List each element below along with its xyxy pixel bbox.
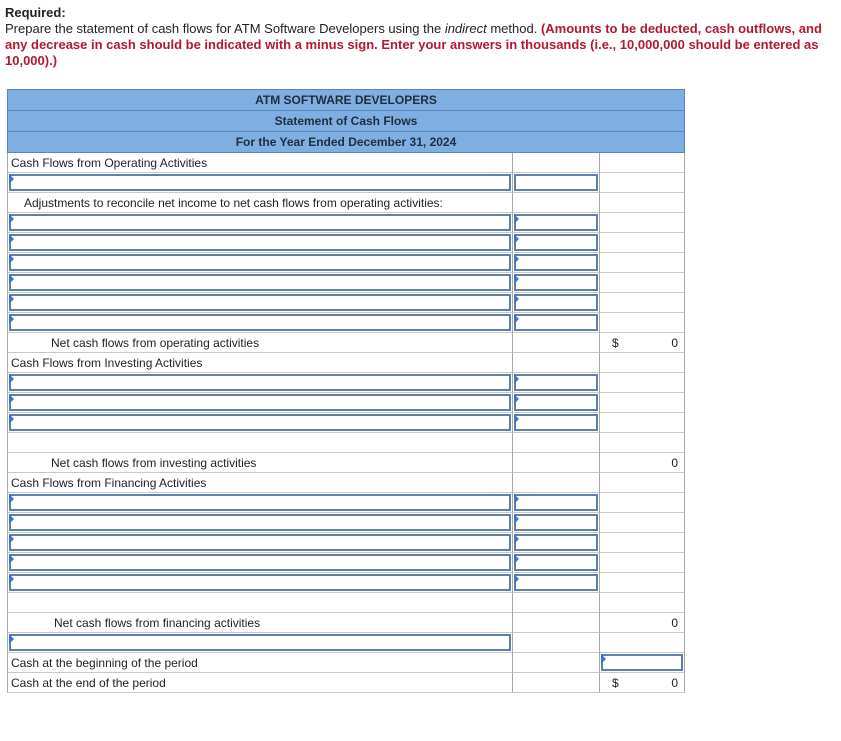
net-change-label-input[interactable] xyxy=(9,634,511,651)
instructions xyxy=(5,5,833,69)
operating-title: Cash Flows from Operating Activities xyxy=(7,153,512,173)
financing-amount-input[interactable] xyxy=(514,534,598,551)
cash-flow-worksheet xyxy=(7,89,685,693)
financing-spacer-row xyxy=(7,593,685,613)
net-financing-value: 0 xyxy=(671,616,678,630)
cash-begin-input[interactable] xyxy=(601,654,683,671)
net-investing-value: 0 xyxy=(671,456,678,470)
financing-amount-input[interactable] xyxy=(514,554,598,571)
net-operating-value: 0 xyxy=(671,336,678,350)
adjustment-amount-input[interactable] xyxy=(514,214,598,231)
instruction-note: (Amounts to be deducted, cash outflows, and any decrease in cash should be indicated with a minus sign. Enter your answers in thousands (i.e., 10,000,000 should be entered as 10,000).) xyxy=(5,21,822,68)
operating-title-row xyxy=(7,153,685,173)
investing-label-input[interactable] xyxy=(9,394,511,411)
instruction-text-after: method. xyxy=(486,21,541,36)
financing-label-input[interactable] xyxy=(9,554,511,571)
instruction-emphasis: indirect xyxy=(444,21,487,36)
financing-input-row xyxy=(7,493,685,513)
operating-input-row xyxy=(7,173,685,193)
investing-input-row xyxy=(7,393,685,413)
investing-amount-input[interactable] xyxy=(514,394,598,411)
financing-amount-input[interactable] xyxy=(514,574,598,591)
investing-amount-input[interactable] xyxy=(514,374,598,391)
adjustment-label-input[interactable] xyxy=(9,214,511,231)
adjustment-input-row xyxy=(7,213,685,233)
adjustment-amount-input[interactable] xyxy=(514,254,598,271)
adjustment-input-row xyxy=(7,233,685,253)
statement-title: Statement of Cash Flows xyxy=(7,110,685,131)
financing-amount-input[interactable] xyxy=(514,514,598,531)
net-operating-label: Net cash flows from operating activities xyxy=(7,333,512,353)
financing-input-row xyxy=(7,533,685,553)
adjustment-amount-input[interactable] xyxy=(514,314,598,331)
financing-label-input[interactable] xyxy=(9,494,511,511)
investing-input-row xyxy=(7,373,685,393)
financing-title: Cash Flows from Financing Activities xyxy=(7,473,512,493)
operating-label-input[interactable] xyxy=(9,174,511,191)
investing-title: Cash Flows from Investing Activities xyxy=(7,353,512,373)
investing-amount-input[interactable] xyxy=(514,414,598,431)
investing-label-input[interactable] xyxy=(9,374,511,391)
net-financing-row xyxy=(7,613,685,633)
financing-input-row xyxy=(7,553,685,573)
adjustment-label-input[interactable] xyxy=(9,274,511,291)
net-operating-currency: $ xyxy=(612,336,619,350)
required-label: Required: xyxy=(5,5,66,20)
cash-end-row xyxy=(7,673,685,693)
adjustment-label-input[interactable] xyxy=(9,254,511,271)
adjustments-label: Adjustments to reconcile net income to net cash flows from operating activities: xyxy=(7,193,512,213)
adjustment-input-row xyxy=(7,253,685,273)
financing-input-row xyxy=(7,513,685,533)
adjustment-label-input[interactable] xyxy=(9,314,511,331)
financing-amount-input[interactable] xyxy=(514,494,598,511)
financing-label-input[interactable] xyxy=(9,574,511,591)
adjustment-input-row xyxy=(7,273,685,293)
financing-title-row xyxy=(7,473,685,493)
instruction-text: Prepare the statement of cash flows for ATM Software Developers using the xyxy=(5,21,445,36)
adjustment-input-row xyxy=(7,293,685,313)
net-investing-label: Net cash flows from investing activities xyxy=(7,453,512,473)
financing-label-input[interactable] xyxy=(9,514,511,531)
operating-amount-input[interactable] xyxy=(514,174,598,191)
cash-end-value: 0 xyxy=(671,676,678,690)
net-operating-row xyxy=(7,333,685,353)
investing-title-row xyxy=(7,353,685,373)
cash-end-label: Cash at the end of the period xyxy=(7,673,512,693)
adjustment-label-input[interactable] xyxy=(9,234,511,251)
statement-period: For the Year Ended December 31, 2024 xyxy=(7,131,685,153)
adjustments-row xyxy=(7,193,685,213)
cash-end-currency: $ xyxy=(612,676,619,690)
company-name: ATM SOFTWARE DEVELOPERS xyxy=(7,89,685,110)
net-financing-label: Net cash flows from financing activities xyxy=(7,613,512,633)
adjustment-amount-input[interactable] xyxy=(514,234,598,251)
adjustment-amount-input[interactable] xyxy=(514,274,598,291)
cash-begin-row xyxy=(7,653,685,673)
adjustment-label-input[interactable] xyxy=(9,294,511,311)
adjustment-amount-input[interactable] xyxy=(514,294,598,311)
cash-begin-label: Cash at the beginning of the period xyxy=(7,653,512,673)
financing-input-row xyxy=(7,573,685,593)
investing-label-input[interactable] xyxy=(9,414,511,431)
financing-label-input[interactable] xyxy=(9,534,511,551)
adjustment-input-row xyxy=(7,313,685,333)
net-change-row xyxy=(7,633,685,653)
investing-spacer-row xyxy=(7,433,685,453)
net-investing-row xyxy=(7,453,685,473)
investing-input-row xyxy=(7,413,685,433)
